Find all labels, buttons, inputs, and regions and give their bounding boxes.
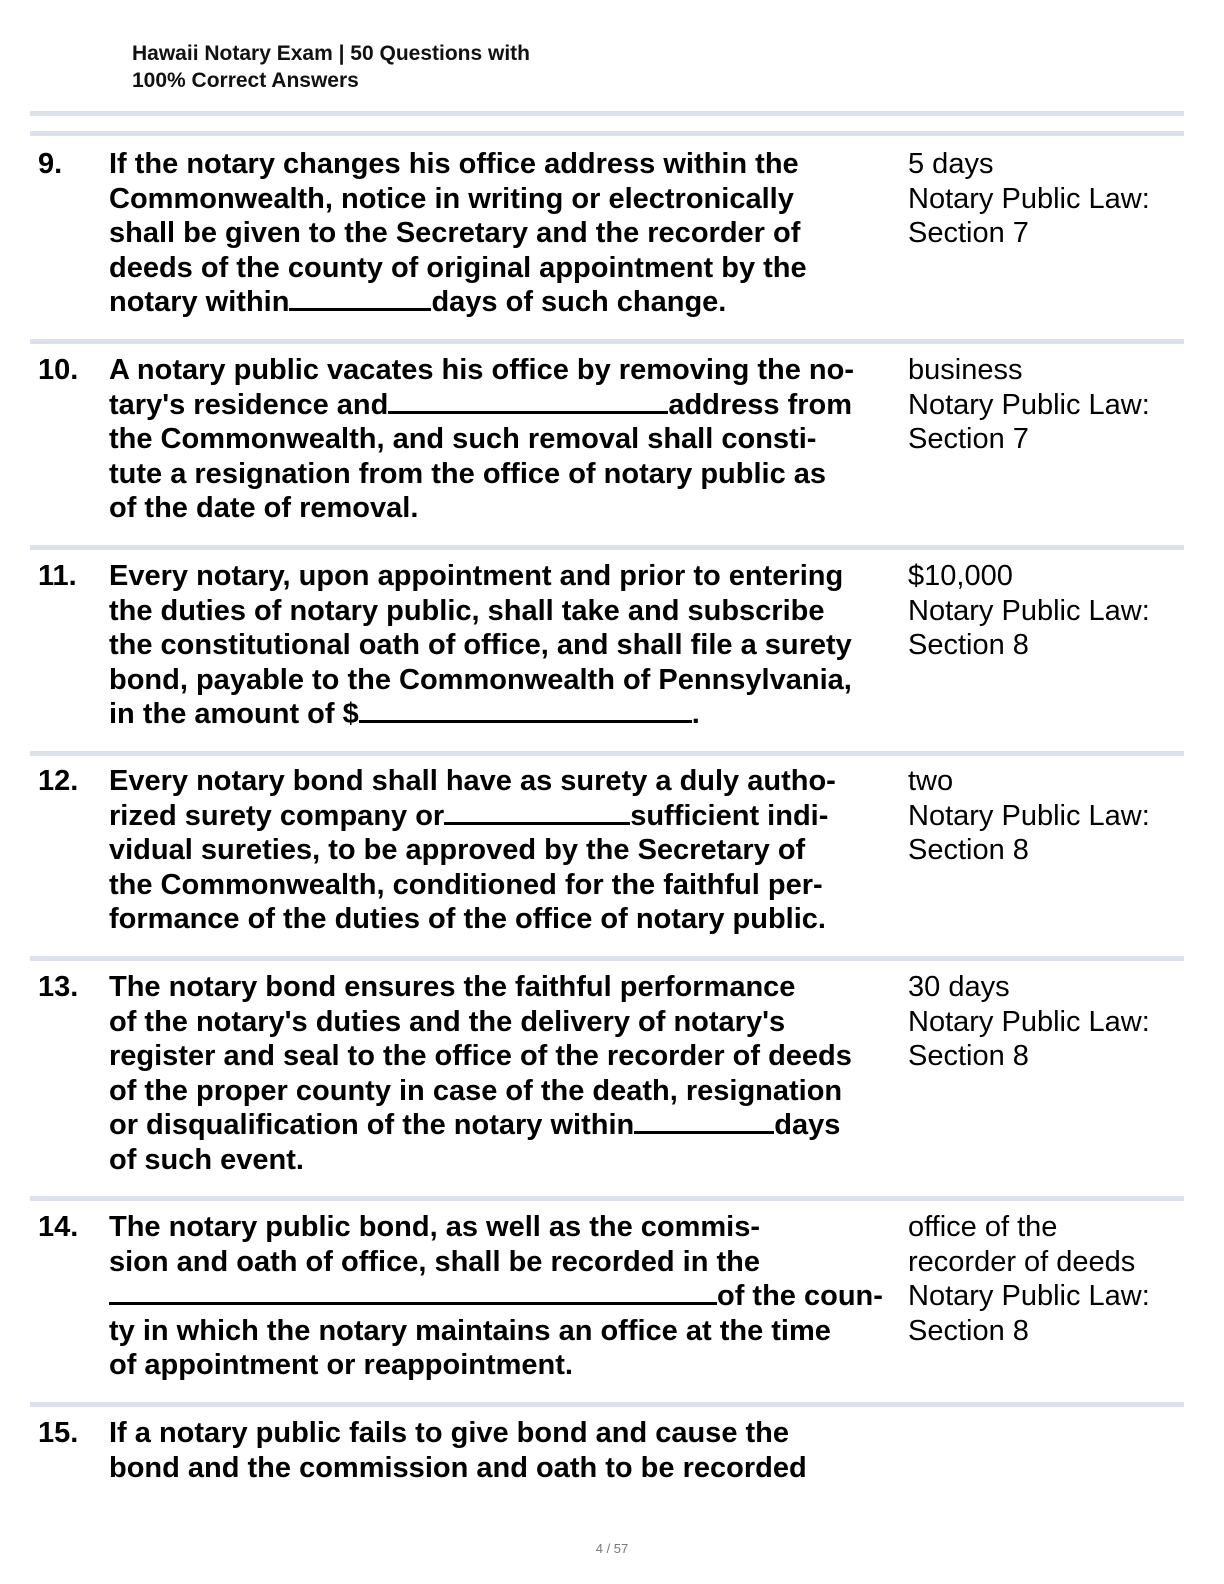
answer-text: business Notary Public Law: Section 7	[908, 354, 1150, 456]
answer-blank	[359, 698, 692, 723]
answer-blank	[388, 389, 668, 414]
answer-text: 5 days Notary Public Law: Section 7	[908, 148, 1150, 250]
question-line: or disqualification of the notary within	[109, 1109, 635, 1142]
document-header	[132, 40, 530, 94]
page-number: 4 / 57	[595, 1541, 629, 1556]
question-line: vidual sureties, to be approved by the Secretary of the Commonwealth, conditioned for the faithful per- formance of the duties of the office of notary public.	[109, 834, 826, 936]
answer-blank	[634, 1109, 774, 1134]
question-text	[109, 764, 901, 937]
row-divider	[30, 1196, 1184, 1201]
question-number: 15.	[38, 1417, 79, 1449]
question-line: The notary bond ensures the faithful performance of the notary's duties and the delivery of notary's register and seal to the office of the recorder of deeds of the proper county in case of the death, resignation	[109, 971, 852, 1107]
question-line: sufficient indi-	[630, 799, 829, 832]
question-text	[109, 147, 901, 320]
question-text	[109, 353, 901, 526]
question-line: of such event.	[109, 1143, 304, 1176]
question-line: Every notary bond shall have as surety a duly autho-	[109, 765, 836, 797]
question-line: If the notary changes his office address within the	[109, 148, 799, 180]
question-line: A notary public vacates his office by removing the no-	[109, 354, 855, 386]
answer-text: 30 days Notary Public Law: Section 8	[908, 971, 1150, 1073]
header-title-line2: 100% Correct Answers	[132, 69, 359, 92]
question-line: shall be given to the Secretary and the recorder of	[109, 217, 801, 250]
answer-text: $10,000 Notary Public Law: Section 8	[908, 560, 1150, 662]
question-line: rized surety company or	[109, 799, 445, 832]
question-line: deeds of the county of original appointment by the	[109, 251, 807, 284]
row-divider	[30, 545, 1184, 550]
header-divider-top	[30, 111, 1184, 116]
question-number: 12.	[38, 765, 79, 797]
row-divider	[30, 956, 1184, 961]
question-line: days of such change.	[431, 286, 727, 319]
question-text	[109, 559, 901, 732]
question-line: .	[691, 698, 700, 731]
question-number: 14.	[38, 1211, 79, 1243]
question-text: If a notary public fails to give bond and cause the bond and the commission and oath to be recorded	[109, 1417, 807, 1484]
question-line: of the coun-	[717, 1280, 883, 1313]
question-line: address from	[668, 388, 853, 421]
question-line: the Commonwealth, and such removal shall consti- tute a resignation from the office of notary public as of the date of removal.	[109, 423, 827, 525]
question-number: 13.	[38, 971, 79, 1003]
question-number: 10.	[38, 354, 79, 386]
question-text	[109, 970, 901, 1178]
answer-text: two Notary Public Law: Section 8	[908, 765, 1150, 867]
question-line: Every notary, upon appointment and prior to entering the duties of notary public, shall take and subscribe the constitutional oath of office, and shall file a surety bond, payable to the Commonwealth of Pennsylvania,	[109, 560, 852, 696]
question-number: 9.	[38, 148, 63, 180]
question-line: notary within	[109, 286, 290, 319]
question-number: 11.	[38, 560, 77, 592]
answer-blank	[444, 800, 630, 825]
question-line: days	[774, 1109, 841, 1142]
question-line: Commonwealth, notice in writing or electronically	[109, 182, 794, 215]
header-divider-bottom	[30, 131, 1184, 136]
row-divider	[30, 339, 1184, 344]
question-text	[109, 1210, 901, 1383]
header-title-line1: Hawaii Notary Exam | 50 Questions with	[132, 42, 530, 65]
question-line: The notary public bond, as well as the commis- sion and oath of office, shall be recorded in the	[109, 1211, 761, 1278]
answer-text: office of the recorder of deeds Notary Public Law: Section 8	[908, 1211, 1150, 1347]
question-line: in the amount of $	[109, 698, 359, 731]
answer-blank	[109, 1280, 717, 1305]
row-divider	[30, 1402, 1184, 1407]
question-line: ty in which the notary maintains an office at the time of appointment or reappointment.	[109, 1314, 831, 1382]
question-line: tary's residence and	[109, 388, 389, 421]
answer-blank	[289, 286, 431, 311]
row-divider	[30, 751, 1184, 756]
